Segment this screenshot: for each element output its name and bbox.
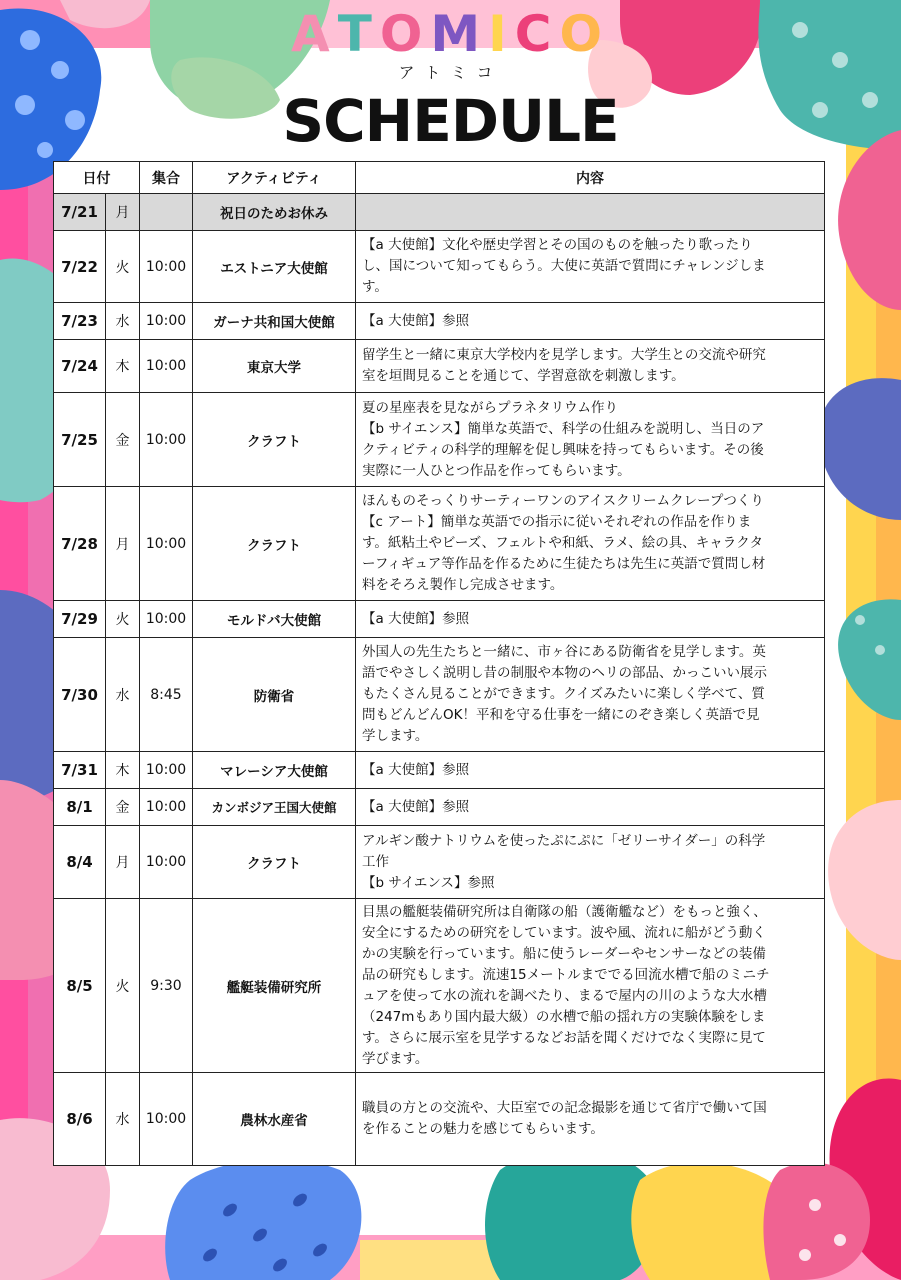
cell-day: 水: [106, 1073, 140, 1166]
logo-letter: A: [291, 5, 338, 63]
content-line: （247mもあり国内最大級）の水槽で船の揺れ方の実験体験をしま: [362, 1008, 766, 1025]
cell-content: [356, 303, 825, 340]
cell-content: [356, 752, 825, 789]
table-row: [54, 393, 825, 487]
cell-activity: カンボジア王国大使館: [193, 789, 356, 826]
cell-day: 水: [106, 303, 140, 340]
content-line: ーフィギュア等作品を作るために生徒たちは先生に英語で質問し材: [362, 556, 766, 572]
header-meet-time: 集合: [140, 162, 193, 194]
logo-letter: O: [559, 5, 610, 63]
cell-activity: クラフト: [193, 826, 356, 899]
cell-activity: 防衛省: [193, 638, 356, 752]
cell-day: 水: [106, 638, 140, 752]
content-line: かの実験を行っています。船に使うレーダーやセンサーなどの装備: [362, 945, 766, 962]
content-line: 実際に一人ひとつ作品を作ってもらいます。: [362, 462, 631, 479]
cell-content: [356, 340, 825, 393]
cell-date: 7/24: [54, 340, 106, 393]
content-line: 【c アート】簡単な英語での指示に従いそれぞれの作品を作りま: [362, 514, 752, 530]
cell-time: 10:00: [140, 752, 193, 789]
cell-time: 10:00: [140, 789, 193, 826]
cell-date: 7/29: [54, 601, 106, 638]
content-line: 工作: [362, 853, 389, 870]
cell-activity: 農林水産省: [193, 1073, 356, 1166]
page-title: SCHEDULE: [282, 87, 619, 155]
cell-day: 月: [106, 487, 140, 601]
content-line: す。: [362, 279, 388, 295]
cell-date: 7/21: [54, 194, 106, 231]
cell-date: 8/6: [54, 1073, 106, 1166]
content-line: 【a 大使館】参照: [362, 312, 470, 329]
content-line: ュアを使って水の流れを調べたり、まるで屋内の川のような大水槽: [362, 987, 767, 1004]
table-row: [54, 789, 825, 826]
table-row: [54, 487, 825, 601]
content-line: 語でやさしく説明し昔の制服や本物のヘリの部品、かっこいい展示: [362, 665, 767, 681]
content-line: 料をそろえ製作し完成させます。: [362, 577, 564, 593]
cell-day: 金: [106, 393, 140, 487]
cell-activity: モルドバ大使館: [193, 601, 356, 638]
cell-date: 7/28: [54, 487, 106, 601]
content-line: 【b サイエンス】簡単な英語で、科学の仕組みを説明し、当日のア: [362, 420, 765, 437]
content-line: す。さらに展示室を見学するなどお話を聞くだけでなく実際に見て: [362, 1029, 766, 1046]
cell-date: 7/30: [54, 638, 106, 752]
table-row: [54, 340, 825, 393]
cell-activity: クラフト: [193, 393, 356, 487]
table-row: [54, 638, 825, 752]
content-line: アルギン酸ナトリウムを使ったぷにぷに「ゼリーサイダー」の科学: [362, 832, 766, 849]
content-line: 学びます。: [362, 1050, 429, 1067]
cell-content: [356, 194, 825, 231]
content-line: 目黒の艦艇装備研究所は自衛隊の船（護衛艦など）をもっと強く、: [362, 903, 767, 920]
table-header-row: [54, 162, 825, 194]
cell-time: 8:45: [140, 638, 193, 752]
cell-time: 10:00: [140, 303, 193, 340]
cell-content: [356, 487, 825, 601]
cell-content: [356, 826, 825, 899]
cell-content: [356, 393, 825, 487]
content-line: 品の研究もします。流速15メートルまででる回流水槽で船のミニチ: [362, 966, 770, 983]
cell-time: 10:00: [140, 231, 193, 303]
content-line: 問もどんどんOK！平和を守る仕事を一緒にのぞき楽しく英語で見: [362, 707, 760, 723]
table-row: [54, 194, 825, 231]
cell-time: 10:00: [140, 826, 193, 899]
logo-letter: I: [488, 5, 515, 63]
cell-activity: 艦艇装備研究所: [193, 899, 356, 1073]
content-line: 【b サイエンス】参照: [362, 874, 495, 891]
content-line: ほんものそっくりサーティーワンのアイスクリームクレープつくり: [362, 493, 764, 509]
cell-day: 月: [106, 194, 140, 231]
logo-letter: T: [337, 5, 380, 63]
header-date: 日付: [54, 162, 140, 194]
content-line: 安全にするための研究をしています。波や風、流れに船がどう動く: [362, 924, 766, 941]
content-line: 学します。: [362, 728, 429, 744]
cell-content: [356, 1073, 825, 1166]
header-content: 内容: [356, 162, 825, 194]
cell-date: 7/25: [54, 393, 106, 487]
cell-time: 10:00: [140, 340, 193, 393]
logo-letter: M: [430, 5, 489, 63]
cell-content: [356, 601, 825, 638]
content-line: 【a 大使館】参照: [362, 798, 470, 815]
cell-time: [140, 194, 193, 231]
cell-activity: クラフト: [193, 487, 356, 601]
cell-activity: 東京大学: [193, 340, 356, 393]
cell-time: 10:00: [140, 601, 193, 638]
cell-content: [356, 789, 825, 826]
content-line: クティビティの科学的理解を促し興味を持ってもらいます。その後: [362, 441, 764, 458]
cell-time: 9:30: [140, 899, 193, 1073]
cell-day: 月: [106, 826, 140, 899]
cell-activity: マレーシア大使館: [193, 752, 356, 789]
cell-day: 木: [106, 752, 140, 789]
schedule-table: [53, 161, 825, 1166]
cell-content: [356, 899, 825, 1073]
table-row: [54, 826, 825, 899]
header-activity: アクティビティ: [193, 162, 356, 194]
content-line: す。紙粘土やビーズ、フェルトや和紙、ラメ、絵の具、キャラクタ: [362, 535, 763, 551]
table-row: [54, 1073, 825, 1166]
content-line: 【a 大使館】文化や歴史学習とその国のものを触ったり歌ったり: [362, 237, 753, 253]
cell-date: 7/22: [54, 231, 106, 303]
table-row: [54, 231, 825, 303]
content-line: 【a 大使館】参照: [362, 610, 470, 627]
logo-letter: O: [379, 5, 431, 63]
table-row: [54, 601, 825, 638]
atomico-logo: [0, 6, 901, 62]
cell-day: 木: [106, 340, 140, 393]
content-line: 留学生と一緒に東京大学校内を見学します。大学生との交流や研究: [362, 347, 766, 363]
cell-activity: ガーナ共和国大使館: [193, 303, 356, 340]
table-row: [54, 899, 825, 1073]
table-row: [54, 303, 825, 340]
cell-content: [356, 638, 825, 752]
content-line: し、国について知ってもらう。大使に英語で質問にチャレンジしま: [362, 258, 766, 274]
cell-time: 10:00: [140, 487, 193, 601]
content-line: 室を垣間見ることを通じて、学習意欲を刺激します。: [362, 368, 685, 384]
cell-time: 10:00: [140, 393, 193, 487]
cell-day: 火: [106, 899, 140, 1073]
content-line: 【a 大使館】参照: [362, 761, 470, 778]
logo-kana: アトミコ: [398, 63, 503, 82]
cell-activity: 祝日のためお休み: [193, 194, 356, 231]
cell-activity: エストニア大使館: [193, 231, 356, 303]
cell-date: 8/4: [54, 826, 106, 899]
cell-date: 8/1: [54, 789, 106, 826]
table-row: [54, 752, 825, 789]
logo-letter: C: [514, 5, 560, 63]
content-line: 外国人の先生たちと一緒に、市ヶ谷にある防衛省を見学します。英: [362, 644, 766, 660]
cell-date: 8/5: [54, 899, 106, 1073]
content-line: を作ることの魅力を感じてもらいます。: [362, 1121, 604, 1137]
cell-time: 10:00: [140, 1073, 193, 1166]
cell-date: 7/31: [54, 752, 106, 789]
cell-date: 7/23: [54, 303, 106, 340]
cell-content: [356, 231, 825, 303]
content-line: 職員の方との交流や、大臣室での記念撮影を通じて省庁で働いて国: [362, 1100, 767, 1116]
cell-day: 火: [106, 601, 140, 638]
cell-day: 金: [106, 789, 140, 826]
cell-day: 火: [106, 231, 140, 303]
content-line: 夏の星座表を見ながらプラネタリウム作り: [362, 399, 618, 416]
content-line: もたくさん見ることができます。クイズみたいに楽しく学べて、質: [362, 686, 765, 702]
